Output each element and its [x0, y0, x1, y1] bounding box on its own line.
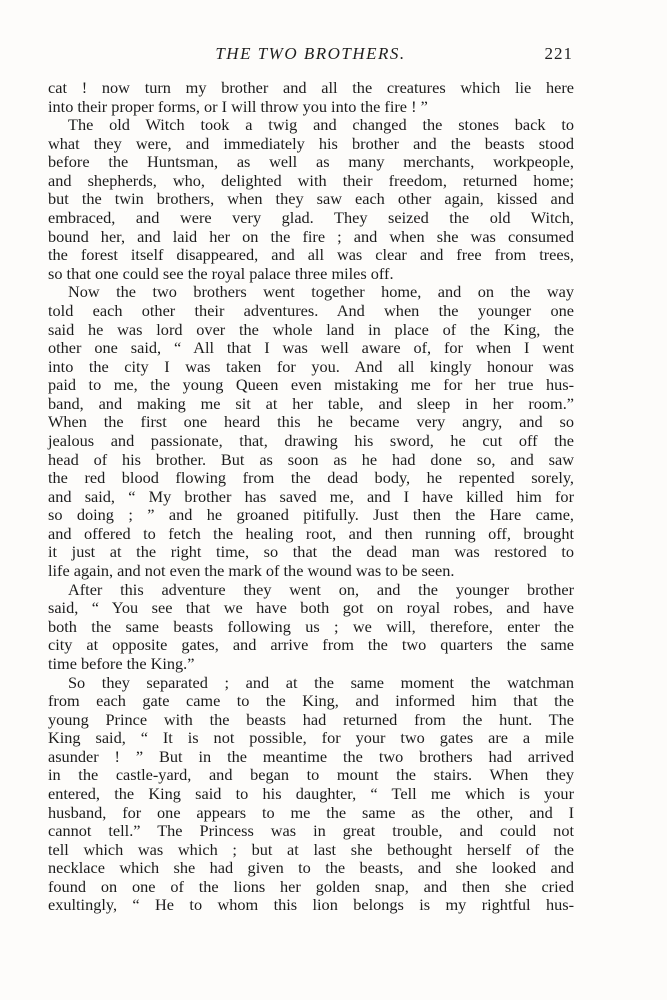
- text-line: and offered to fetch the healing root, and then running off, brought: [48, 523, 574, 543]
- text-line: other one said, “ All that I was well aware of, for when I went: [48, 338, 574, 358]
- page-number: 221: [544, 44, 573, 63]
- text-line: so that one could see the royal palace three miles off.: [48, 263, 394, 283]
- text-line: time before the King.”: [48, 653, 195, 673]
- text-line: After this adventure they went on, and the younger brother: [68, 579, 574, 599]
- text-line: it just at the right time, so that the dead man was restored to: [48, 542, 574, 562]
- text-line: both the same beasts following us ; we will, therefore, enter the: [48, 616, 574, 636]
- text-line: and shepherds, who, delighted with their freedom, returned home;: [48, 170, 574, 190]
- text-line: jealous and passionate, that, drawing his sword, he cut off the: [48, 430, 574, 450]
- page-header: [48, 44, 573, 66]
- text-line: cannot tell.” The Princess was in great trouble, and could not: [48, 821, 574, 841]
- text-line: said, “ You see that we have both got on royal robes, and have: [48, 598, 574, 618]
- text-line: life again, and not even the mark of the wound was to be seen.: [48, 561, 455, 581]
- text-line: so doing ; ” and he groaned pitifully. Just then the Hare came,: [48, 505, 574, 525]
- text-line: into the city I was taken for you. And all kingly honour was: [48, 356, 574, 376]
- text-line: the red blood flowing from the dead body, he repented sorely,: [48, 468, 574, 488]
- text-line: from each gate came to the King, and informed him that the: [48, 691, 574, 711]
- text-line: So they separated ; and at the same moment the watchman: [68, 672, 574, 692]
- text-line: Now the two brothers went together home, and on the way: [68, 282, 574, 302]
- text-line: found on one of the lions her golden snap, and then she cried: [48, 876, 574, 896]
- text-line: entered, the King said to his daughter, “ Tell me which is your: [48, 783, 574, 803]
- text-line: the forest itself disappeared, and all was clear and free from trees,: [48, 245, 574, 265]
- text-line: King said, “ It is not possible, for your two gates are a mile: [48, 728, 574, 748]
- text-line: necklace which she had given to the beasts, and she looked and: [48, 858, 574, 878]
- body-text: [48, 79, 574, 915]
- text-line: city at opposite gates, and arrive from the two quarters the same: [48, 635, 574, 655]
- text-line: cat ! now turn my brother and all the creatures which lie here: [48, 78, 574, 97]
- text-line: tell which was which ; but at last she bethought herself of the: [48, 839, 574, 859]
- text-line: bound her, and laid her on the fire ; and when she was consumed: [48, 226, 574, 246]
- text-line: When the first one heard this he became very angry, and so: [48, 412, 574, 432]
- running-title: THE TWO BROTHERS.: [215, 44, 406, 63]
- text-line: asunder ! ” But in the meantime the two brothers had arrived: [48, 746, 574, 766]
- text-line: into their proper forms, or I will throw you into the fire ! ”: [48, 96, 428, 116]
- text-line: told each other their adventures. And when the younger one: [48, 300, 574, 320]
- text-line: and said, “ My brother has saved me, and I have killed him for: [48, 486, 574, 506]
- text-line: husband, for one appears to me the same as the other, and I: [48, 802, 574, 822]
- text-line: in the castle-yard, and began to mount the stairs. When they: [48, 765, 574, 785]
- text-line: exultingly, “ He to whom this lion belongs is my rightful hus-: [48, 895, 574, 915]
- text-line: young Prince with the beasts had returned from the hunt. The: [48, 709, 574, 729]
- text-line: before the Huntsman, as well as many merchants, workpeople,: [48, 152, 574, 172]
- text-line: what they were, and immediately his brother and the beasts stood: [48, 133, 574, 153]
- text-line: but the twin brothers, when they saw each other again, kissed and: [48, 189, 574, 209]
- text-line: The old Witch took a twig and changed the stones back to: [68, 115, 574, 135]
- text-line: band, and making me sit at her table, and sleep in her room.”: [48, 393, 574, 413]
- text-line: embraced, and were very glad. They seized the old Witch,: [48, 208, 574, 228]
- text-line: paid to me, the young Queen even mistaking me for her true hus-: [48, 375, 574, 395]
- text-line: said he was lord over the whole land in place of the King, the: [48, 319, 574, 339]
- text-line: head of his brother. But as soon as he had done so, and saw: [48, 449, 574, 469]
